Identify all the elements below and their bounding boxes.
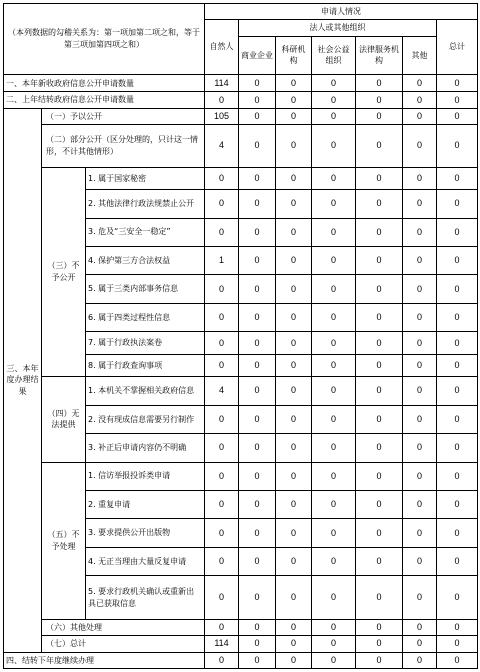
value-cell: 0 bbox=[403, 636, 437, 652]
value-cell: 0 bbox=[239, 275, 276, 303]
table-row bbox=[4, 377, 478, 405]
value-cell: 0 bbox=[276, 576, 312, 620]
value-cell: 0 bbox=[403, 92, 437, 108]
value-cell: 105 bbox=[205, 108, 239, 124]
row-label: 6. 属于四类过程性信息 bbox=[86, 303, 205, 331]
value-cell: 0 bbox=[437, 218, 478, 246]
value-cell: 0 bbox=[356, 434, 403, 462]
value-cell: 0 bbox=[356, 354, 403, 376]
header-note: （本列数据的勾稽关系为：第一项加第二项之和，等于第三项加第四项之和） bbox=[4, 4, 205, 75]
value-cell: 0 bbox=[403, 377, 437, 405]
value-cell: 0 bbox=[205, 218, 239, 246]
header-legal-service: 法律服务机构 bbox=[356, 36, 403, 75]
value-cell: 0 bbox=[356, 75, 403, 92]
table-row bbox=[4, 462, 478, 490]
value-cell: 0 bbox=[356, 108, 403, 124]
value-cell: 0 bbox=[312, 462, 356, 490]
value-cell: 0 bbox=[356, 124, 403, 167]
value-cell: 0 bbox=[239, 490, 276, 518]
value-cell: 0 bbox=[356, 167, 403, 189]
value-cell: 0 bbox=[276, 108, 312, 124]
value-cell: 0 bbox=[312, 636, 356, 652]
value-cell: 0 bbox=[239, 576, 276, 620]
value-cell: 0 bbox=[205, 652, 239, 668]
value-cell: 0 bbox=[276, 275, 312, 303]
value-cell: 0 bbox=[437, 246, 478, 274]
value-cell: 0 bbox=[205, 303, 239, 331]
value-cell: 0 bbox=[312, 275, 356, 303]
value-cell: 0 bbox=[312, 167, 356, 189]
value-cell: 0 bbox=[239, 620, 276, 636]
row-label: 3. 要求提供公开出版物 bbox=[86, 519, 205, 547]
value-cell: 0 bbox=[356, 462, 403, 490]
value-cell: 0 bbox=[356, 620, 403, 636]
value-cell: 0 bbox=[356, 332, 403, 354]
value-cell: 0 bbox=[205, 490, 239, 518]
value-cell: 0 bbox=[276, 190, 312, 218]
row-label: 四、结转下年度继续办理 bbox=[4, 652, 205, 668]
value-cell: 0 bbox=[437, 462, 478, 490]
value-cell: 0 bbox=[403, 354, 437, 376]
value-cell: 114 bbox=[205, 75, 239, 92]
value-cell: 0 bbox=[239, 332, 276, 354]
value-cell: 0 bbox=[403, 652, 437, 668]
value-cell: 0 bbox=[276, 92, 312, 108]
value-cell: 0 bbox=[239, 124, 276, 167]
value-cell: 0 bbox=[239, 75, 276, 92]
row-label: 5. 属于三类内部事务信息 bbox=[86, 275, 205, 303]
value-cell: 0 bbox=[403, 620, 437, 636]
value-cell: 0 bbox=[437, 547, 478, 575]
row-label: 1. 本机关不掌握相关政府信息 bbox=[86, 377, 205, 405]
value-cell: 0 bbox=[437, 620, 478, 636]
row-label: 2. 重复申请 bbox=[86, 490, 205, 518]
value-cell: 0 bbox=[205, 92, 239, 108]
value-cell: 0 bbox=[312, 377, 356, 405]
row-label: 5. 要求行政机关确认或重新出具已获取信息 bbox=[86, 576, 205, 620]
value-cell: 0 bbox=[312, 303, 356, 331]
header-other: 其他 bbox=[403, 36, 437, 75]
value-cell: 0 bbox=[403, 246, 437, 274]
value-cell: 0 bbox=[276, 620, 312, 636]
group-label: （五）不予处理 bbox=[42, 462, 86, 620]
value-cell: 0 bbox=[437, 92, 478, 108]
value-cell: 0 bbox=[356, 490, 403, 518]
value-cell: 0 bbox=[239, 190, 276, 218]
value-cell: 0 bbox=[276, 519, 312, 547]
value-cell: 0 bbox=[403, 190, 437, 218]
value-cell: 0 bbox=[403, 434, 437, 462]
value-cell: 0 bbox=[356, 246, 403, 274]
value-cell: 0 bbox=[437, 167, 478, 189]
value-cell: 0 bbox=[239, 636, 276, 652]
value-cell: 0 bbox=[312, 332, 356, 354]
row-label: 7. 属于行政执法案卷 bbox=[86, 332, 205, 354]
value-cell: 0 bbox=[403, 490, 437, 518]
value-cell: 0 bbox=[356, 218, 403, 246]
row-label: 2. 没有现成信息需要另行制作 bbox=[86, 405, 205, 433]
value-cell: 0 bbox=[276, 490, 312, 518]
value-cell: 0 bbox=[205, 354, 239, 376]
value-cell: 0 bbox=[356, 576, 403, 620]
table-row bbox=[4, 636, 478, 652]
value-cell: 0 bbox=[437, 652, 478, 668]
value-cell: 0 bbox=[276, 547, 312, 575]
value-cell: 0 bbox=[205, 332, 239, 354]
row-label: 4. 保护第三方合法权益 bbox=[86, 246, 205, 274]
value-cell: 0 bbox=[239, 218, 276, 246]
value-cell: 0 bbox=[312, 576, 356, 620]
row-label: （七）总计 bbox=[42, 636, 205, 652]
table-row bbox=[4, 108, 478, 124]
value-cell: 0 bbox=[205, 576, 239, 620]
value-cell: 0 bbox=[437, 75, 478, 92]
value-cell: 0 bbox=[312, 92, 356, 108]
value-cell: 0 bbox=[437, 275, 478, 303]
value-cell: 0 bbox=[239, 405, 276, 433]
value-cell: 0 bbox=[312, 547, 356, 575]
header-total: 总计 bbox=[437, 20, 478, 75]
value-cell: 0 bbox=[276, 462, 312, 490]
value-cell: 0 bbox=[276, 652, 312, 668]
value-cell: 0 bbox=[239, 303, 276, 331]
value-cell: 0 bbox=[276, 636, 312, 652]
value-cell: 0 bbox=[239, 246, 276, 274]
value-cell: 0 bbox=[276, 75, 312, 92]
header-commercial: 商业企业 bbox=[239, 36, 276, 75]
value-cell: 0 bbox=[403, 462, 437, 490]
table-row bbox=[4, 652, 478, 668]
value-cell: 0 bbox=[312, 246, 356, 274]
value-cell: 0 bbox=[276, 167, 312, 189]
value-cell: 0 bbox=[403, 303, 437, 331]
section-three-label: 三、本年度办理结果 bbox=[4, 108, 42, 652]
value-cell: 0 bbox=[437, 332, 478, 354]
row-label: 1. 属于国家秘密 bbox=[86, 167, 205, 189]
value-cell: 0 bbox=[437, 636, 478, 652]
row-label: （二）部分公开（区分处理的，只计这一情形，不计其他情形） bbox=[42, 124, 205, 167]
value-cell: 0 bbox=[276, 377, 312, 405]
value-cell: 0 bbox=[356, 519, 403, 547]
row-label: （一）予以公开 bbox=[42, 108, 205, 124]
value-cell: 0 bbox=[205, 620, 239, 636]
value-cell: 0 bbox=[276, 434, 312, 462]
value-cell: 4 bbox=[205, 124, 239, 167]
value-cell: 0 bbox=[403, 332, 437, 354]
value-cell: 0 bbox=[437, 434, 478, 462]
value-cell: 0 bbox=[356, 405, 403, 433]
value-cell: 0 bbox=[205, 434, 239, 462]
value-cell: 0 bbox=[312, 75, 356, 92]
value-cell: 0 bbox=[312, 490, 356, 518]
value-cell: 114 bbox=[205, 636, 239, 652]
value-cell: 0 bbox=[239, 167, 276, 189]
value-cell: 0 bbox=[403, 124, 437, 167]
value-cell: 0 bbox=[205, 190, 239, 218]
group-label: （三）不予公开 bbox=[42, 167, 86, 376]
value-cell: 1 bbox=[205, 246, 239, 274]
value-cell: 0 bbox=[205, 405, 239, 433]
value-cell: 0 bbox=[437, 405, 478, 433]
value-cell: 0 bbox=[403, 519, 437, 547]
value-cell: 0 bbox=[239, 652, 276, 668]
value-cell: 0 bbox=[356, 636, 403, 652]
value-cell: 0 bbox=[403, 75, 437, 92]
value-cell: 0 bbox=[239, 354, 276, 376]
table-row bbox=[4, 124, 478, 167]
value-cell: 0 bbox=[403, 275, 437, 303]
value-cell: 0 bbox=[205, 275, 239, 303]
value-cell: 0 bbox=[356, 547, 403, 575]
row-label: 2. 其他法律行政法规禁止公开 bbox=[86, 190, 205, 218]
value-cell: 0 bbox=[312, 108, 356, 124]
value-cell: 0 bbox=[356, 652, 403, 668]
value-cell: 0 bbox=[403, 218, 437, 246]
value-cell: 0 bbox=[205, 519, 239, 547]
value-cell: 0 bbox=[239, 377, 276, 405]
row-label: 1. 信访举报投诉类申请 bbox=[86, 462, 205, 490]
value-cell: 0 bbox=[356, 92, 403, 108]
value-cell: 0 bbox=[403, 167, 437, 189]
value-cell: 0 bbox=[312, 190, 356, 218]
value-cell: 0 bbox=[312, 434, 356, 462]
header-research: 科研机构 bbox=[276, 36, 312, 75]
value-cell: 0 bbox=[239, 92, 276, 108]
table-row bbox=[4, 75, 478, 92]
value-cell: 0 bbox=[276, 332, 312, 354]
row-label: 4. 无正当理由大量反复申请 bbox=[86, 547, 205, 575]
value-cell: 0 bbox=[437, 108, 478, 124]
row-label: 8. 属于行政查询事项 bbox=[86, 354, 205, 376]
value-cell: 0 bbox=[276, 303, 312, 331]
value-cell: 0 bbox=[312, 620, 356, 636]
value-cell: 0 bbox=[403, 405, 437, 433]
value-cell: 0 bbox=[356, 377, 403, 405]
value-cell: 0 bbox=[437, 190, 478, 218]
value-cell: 0 bbox=[403, 108, 437, 124]
value-cell: 0 bbox=[276, 405, 312, 433]
value-cell: 0 bbox=[312, 218, 356, 246]
value-cell: 0 bbox=[312, 405, 356, 433]
value-cell: 0 bbox=[312, 354, 356, 376]
value-cell: 0 bbox=[312, 519, 356, 547]
value-cell: 0 bbox=[312, 652, 356, 668]
value-cell: 0 bbox=[239, 108, 276, 124]
value-cell: 0 bbox=[437, 519, 478, 547]
row-label: （六）其他处理 bbox=[42, 620, 205, 636]
row-label: 3. 补正后申请内容仍不明确 bbox=[86, 434, 205, 462]
row-label: 二、上年结转政府信息公开申请数量 bbox=[4, 92, 205, 108]
value-cell: 0 bbox=[403, 547, 437, 575]
value-cell: 0 bbox=[205, 547, 239, 575]
value-cell: 0 bbox=[437, 124, 478, 167]
header-natural-person: 自然人 bbox=[205, 20, 239, 75]
disclosure-table bbox=[3, 3, 478, 669]
value-cell: 0 bbox=[276, 246, 312, 274]
value-cell: 0 bbox=[437, 354, 478, 376]
value-cell: 0 bbox=[437, 377, 478, 405]
value-cell: 0 bbox=[205, 462, 239, 490]
value-cell: 0 bbox=[239, 462, 276, 490]
row-label: 3. 危及“三安全一稳定” bbox=[86, 218, 205, 246]
value-cell: 0 bbox=[403, 576, 437, 620]
value-cell: 0 bbox=[437, 576, 478, 620]
value-cell: 0 bbox=[239, 547, 276, 575]
header-social: 社会公益组织 bbox=[312, 36, 356, 75]
value-cell: 0 bbox=[437, 490, 478, 518]
row-label: 一、本年新收政府信息公开申请数量 bbox=[4, 75, 205, 92]
value-cell: 0 bbox=[276, 354, 312, 376]
table-row bbox=[4, 620, 478, 636]
value-cell: 0 bbox=[239, 519, 276, 547]
value-cell: 0 bbox=[312, 124, 356, 167]
value-cell: 0 bbox=[356, 303, 403, 331]
value-cell: 0 bbox=[356, 190, 403, 218]
value-cell: 0 bbox=[356, 275, 403, 303]
group-label: （四）无法提供 bbox=[42, 377, 86, 462]
header-applicant: 申请人情况 bbox=[205, 4, 478, 20]
value-cell: 0 bbox=[239, 434, 276, 462]
value-cell: 0 bbox=[205, 167, 239, 189]
table-row bbox=[4, 167, 478, 189]
value-cell: 0 bbox=[276, 124, 312, 167]
value-cell: 0 bbox=[437, 303, 478, 331]
header-legal-group: 法人或其他组织 bbox=[239, 20, 437, 36]
value-cell: 4 bbox=[205, 377, 239, 405]
value-cell: 0 bbox=[276, 218, 312, 246]
table-row bbox=[4, 92, 478, 108]
